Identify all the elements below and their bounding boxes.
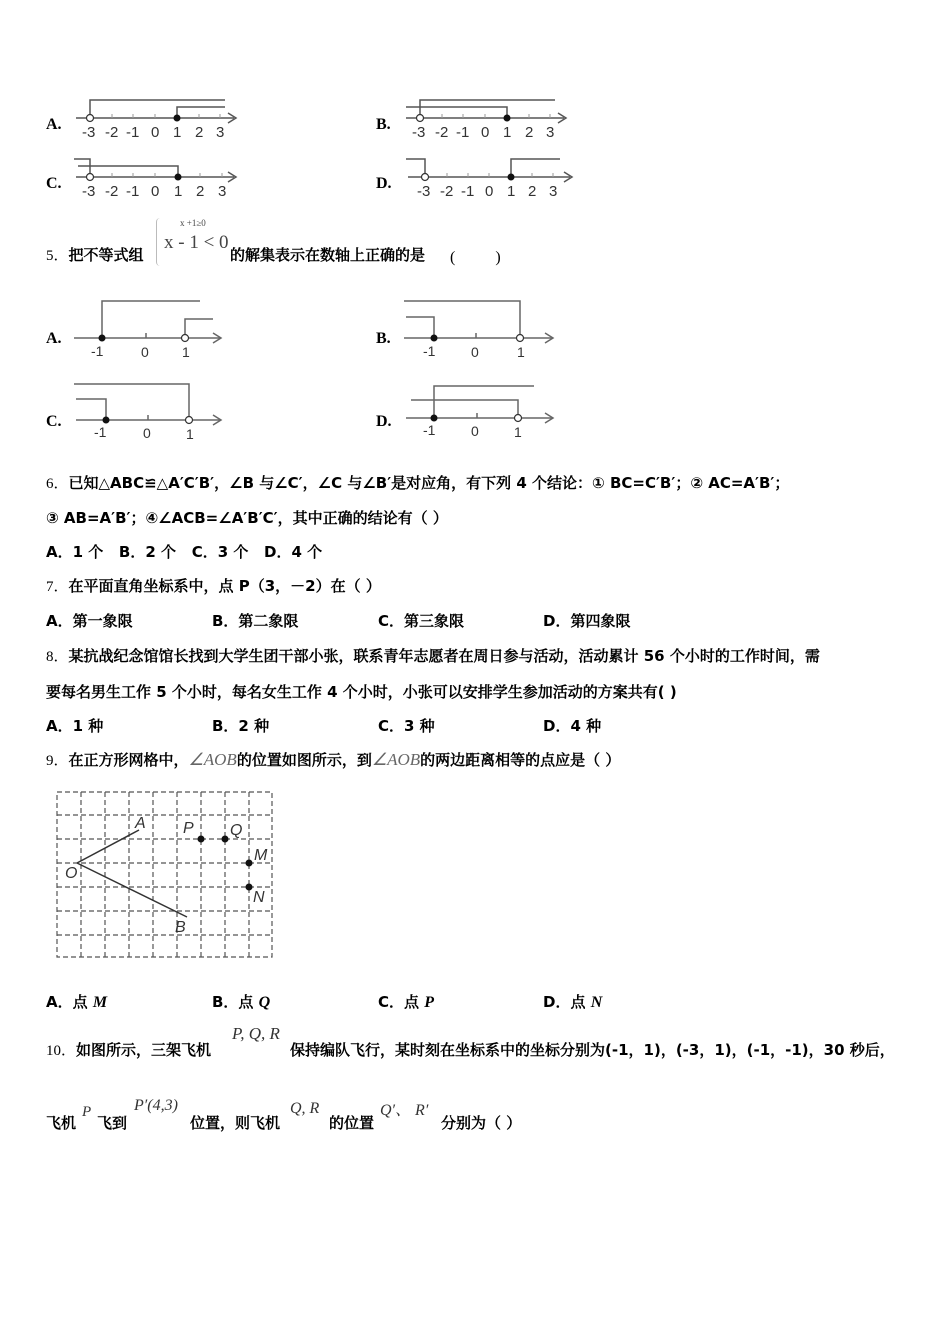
svg-text:1: 1	[182, 344, 190, 360]
q6-line-1	[46, 473, 789, 494]
q7-option-a: A．第一象限	[46, 612, 133, 630]
svg-text:-2: -2	[105, 183, 119, 200]
q7-option-d: D．第四象限	[543, 612, 631, 630]
svg-text:N: N	[253, 889, 265, 906]
q5-option-c-label: C.	[46, 413, 62, 430]
q4-option-a-number-line	[70, 95, 250, 145]
q9-option-c-prefix: C．点	[378, 993, 420, 1011]
svg-text:M: M	[254, 847, 268, 864]
q9-option-d	[543, 992, 602, 1013]
q5-option-a-label: A.	[46, 330, 62, 347]
q5-brace	[156, 218, 160, 266]
q10-text-b: 保持编队飞行，某时刻在坐标系中的坐标分别为(-1，1)，(-3，1)，(-1，-1)，30 秒后，	[290, 1041, 895, 1059]
svg-text:-2: -2	[105, 124, 119, 141]
q4-option-c-number-line	[70, 154, 250, 204]
q9-option-b-prefix: B．点	[212, 993, 254, 1011]
q10-qr: Q, R	[290, 1100, 320, 1117]
q5-system-top: x +1≥0	[180, 218, 206, 228]
svg-text:1: 1	[174, 183, 183, 200]
svg-text:-3: -3	[82, 183, 96, 200]
q4-option-d-label: D.	[376, 175, 392, 192]
q10-p-prime: P′(4,3)	[134, 1097, 178, 1114]
q9-option-d-prefix: D．点	[543, 993, 586, 1011]
q9-grid-figure	[55, 790, 275, 960]
point-q	[222, 836, 229, 843]
q5-system-bottom: x - 1 < 0	[164, 232, 229, 253]
q8-option-c: C．3 种	[378, 717, 435, 735]
q9-number: 9．	[46, 753, 69, 769]
q8-text-1: 某抗战纪念馆馆长找到大学生团干部小张，联系青年志愿者在周日参与活动，活动累计 56 个小时的工作时间，需	[68, 647, 820, 665]
svg-text:1: 1	[517, 344, 525, 360]
q9-text-b: 的位置如图所示，到	[236, 751, 372, 769]
svg-text:P: P	[183, 820, 194, 837]
svg-text:0: 0	[141, 344, 149, 360]
q4-option-a-label: A.	[46, 116, 62, 133]
q5-option-b-label: B.	[376, 330, 391, 347]
svg-text:2: 2	[195, 124, 204, 141]
svg-text:1: 1	[503, 124, 512, 141]
q8-option-a: A．1 种	[46, 717, 104, 735]
q9-option-b	[212, 992, 270, 1013]
svg-text:Q: Q	[230, 822, 243, 839]
q8-option-d: D．4 种	[543, 717, 602, 735]
q4-option-b-label: B.	[376, 116, 391, 133]
svg-text:-1: -1	[423, 343, 436, 359]
point-m	[246, 860, 253, 867]
q9-option-a-var: M	[92, 994, 108, 1011]
svg-text:A: A	[135, 815, 146, 832]
svg-text:1: 1	[507, 183, 516, 200]
svg-text:1: 1	[173, 124, 182, 141]
svg-text:-3: -3	[417, 183, 431, 200]
svg-text:-1: -1	[94, 424, 107, 440]
q9-option-d-var: N	[590, 994, 603, 1011]
q8-line-1	[46, 646, 820, 667]
svg-text:-2: -2	[440, 183, 454, 200]
q6-options: A．1 个 B．2 个 C．3 个 D．4 个	[46, 543, 323, 561]
svg-text:2: 2	[196, 183, 205, 200]
svg-text:-1: -1	[91, 343, 104, 359]
svg-text:2: 2	[525, 124, 534, 141]
q6-text-1: 已知△ABC≌△A′C′B′，∠B 与∠C′，∠C 与∠B′是对应角，有下列 4 个结论：① BC=C′B′；② AC=A′B′；	[68, 474, 790, 492]
q5-answer-paren: ( )	[450, 249, 501, 266]
q8-option-b: B．2 种	[212, 717, 270, 735]
q6-number: 6．	[46, 476, 69, 492]
svg-text:0: 0	[481, 124, 490, 141]
q9-option-b-var: Q	[258, 994, 271, 1011]
q10-line-1-start	[46, 1040, 211, 1061]
q5-question	[46, 245, 144, 266]
q6-line-2: ③ AB=A′B′；④∠ACB=∠A′B′C′，其中正确的结论有（ ）	[46, 509, 448, 527]
q10-text-e: 位置，则飞机	[190, 1114, 281, 1132]
svg-text:2: 2	[528, 183, 537, 200]
q9-angle-2: ∠AOB	[371, 750, 421, 769]
point-p	[198, 836, 205, 843]
q9-option-a	[46, 992, 107, 1013]
q5-text-after: 的解集表示在数轴上正确的是	[230, 246, 426, 264]
svg-text:-3: -3	[82, 124, 96, 141]
q9-angle-1: ∠AOB	[188, 750, 237, 769]
q9-question	[46, 750, 620, 771]
q4-option-d-number-line	[400, 154, 580, 204]
ray-oa	[77, 830, 139, 863]
q5-option-d-label: D.	[376, 413, 392, 430]
svg-text:B: B	[175, 919, 186, 936]
point-n	[246, 884, 253, 891]
q10-number: 10．	[46, 1043, 77, 1059]
svg-text:0: 0	[151, 183, 160, 200]
q10-text-a: 如图所示，三架飞机	[76, 1041, 212, 1059]
svg-text:0: 0	[471, 423, 479, 439]
q10-text-d: 飞到	[97, 1114, 128, 1132]
q8-line-2: 要每名男生工作 5 个小时，每名女生工作 4 个小时，小张可以安排学生参加活动的方案共有( )	[46, 683, 677, 701]
q10-planes: P, Q, R	[232, 1024, 280, 1043]
q4-option-c-label: C.	[46, 175, 62, 192]
svg-text:0: 0	[143, 425, 151, 441]
q7-option-c: C．第三象限	[378, 612, 465, 630]
q5-option-a-number-line	[70, 295, 240, 360]
q10-text-c: 飞机	[46, 1114, 77, 1132]
svg-text:0: 0	[485, 183, 494, 200]
svg-text:-2: -2	[435, 124, 449, 141]
q10-p: P	[82, 1104, 92, 1120]
q7-number: 7．	[46, 579, 69, 595]
q9-option-c-var: P	[424, 994, 435, 1011]
q7-question	[46, 576, 381, 597]
q5-number: 5．	[46, 248, 69, 264]
svg-text:0: 0	[471, 344, 479, 360]
q7-text: 在平面直角坐标系中，点 P（3，－2）在（ ）	[68, 577, 381, 595]
q7-option-b: B．第二象限	[212, 612, 299, 630]
q5-option-c-number-line	[70, 378, 240, 443]
svg-text:-1: -1	[461, 183, 475, 200]
svg-text:1: 1	[514, 424, 522, 440]
svg-text:-1: -1	[126, 183, 140, 200]
ray-ob	[77, 863, 187, 917]
q9-text-a: 在正方形网格中，	[68, 751, 189, 769]
q5-option-b-number-line	[400, 295, 570, 360]
svg-text:-1: -1	[456, 124, 470, 141]
q10-text-g: 分别为（ ）	[441, 1114, 522, 1132]
svg-text:-1: -1	[423, 422, 436, 438]
svg-text:-3: -3	[412, 124, 426, 141]
svg-text:O: O	[65, 865, 78, 882]
svg-text:3: 3	[218, 183, 227, 200]
q5-text-before: 把不等式组	[68, 246, 144, 264]
q10-text-f: 的位置	[329, 1114, 375, 1132]
svg-text:-1: -1	[126, 124, 140, 141]
svg-text:0: 0	[151, 124, 160, 141]
svg-text:1: 1	[186, 426, 194, 442]
q4-option-b-number-line	[400, 95, 580, 145]
q5-option-d-number-line	[400, 378, 570, 443]
svg-text:3: 3	[549, 183, 558, 200]
q8-number: 8．	[46, 649, 69, 665]
svg-text:3: 3	[216, 124, 225, 141]
q10-qr-prime: Q′、 R′	[380, 1102, 429, 1119]
q9-text-c: 的两边距离相等的点应是（ ）	[420, 751, 621, 769]
q9-option-c	[378, 992, 434, 1013]
svg-text:3: 3	[546, 124, 555, 141]
q9-option-a-prefix: A．点	[46, 993, 88, 1011]
